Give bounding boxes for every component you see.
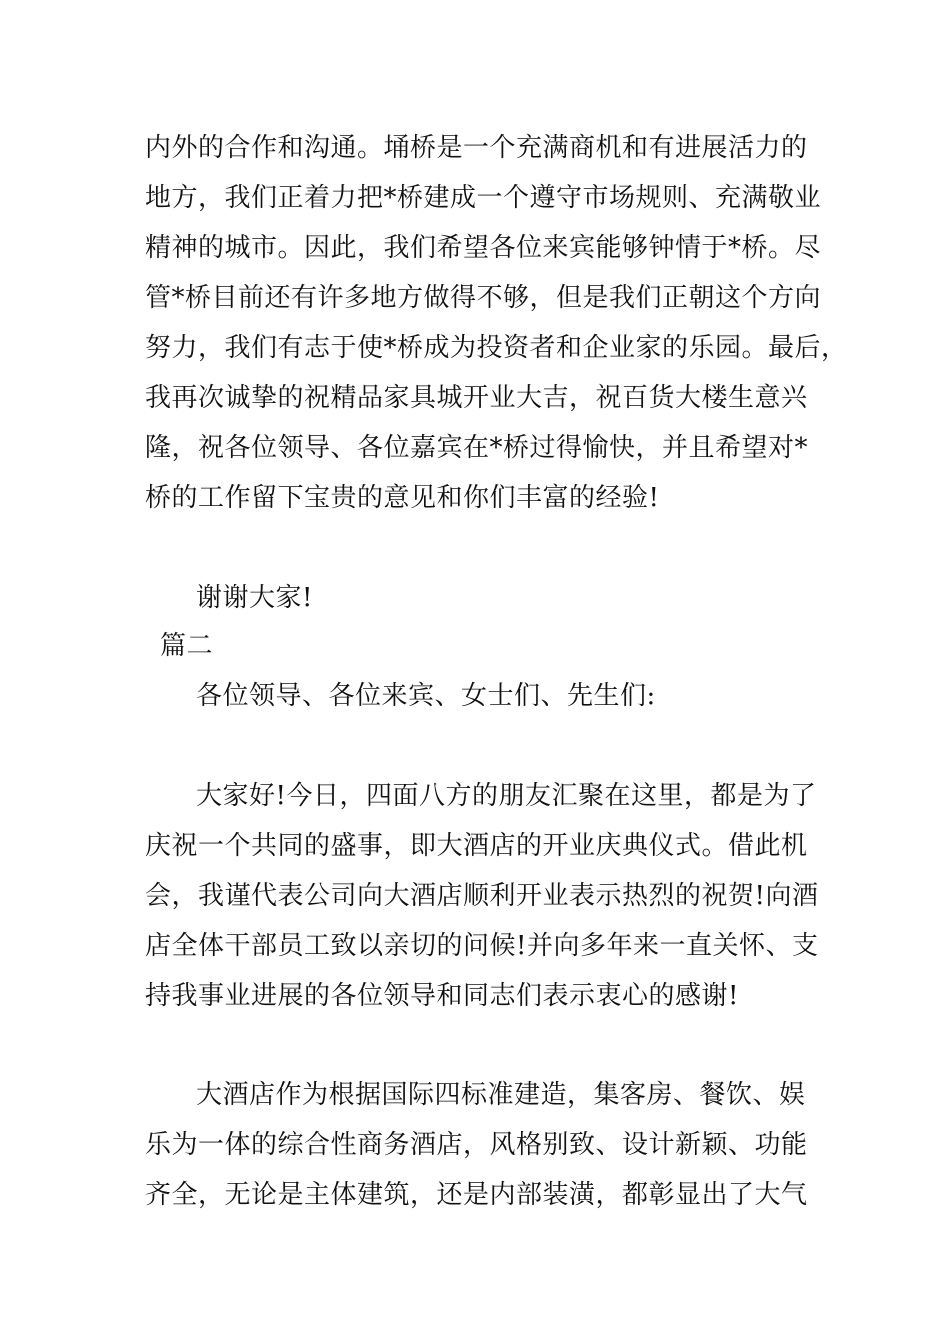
thanks-line: 谢谢大家!: [196, 583, 313, 613]
paragraph-1-line-7: 隆，祝各位领导、各位嘉宾在*桥过得愉快，并且希望对*: [145, 433, 809, 463]
paragraph-3-line-3: 齐全，无论是主体建筑，还是内部装潢，都彰显出了大气: [145, 1180, 808, 1210]
paragraph-2-line-3: 会，我谨代表公司向大酒店顺利开业表示热烈的祝贺!向酒: [145, 881, 819, 911]
paragraph-1-line-1: 内外的合作和沟通。埇桥是一个充满商机和有进展活力的: [145, 133, 808, 163]
paragraph-3-line-2: 乐为一体的综合性商务酒店，风格别致、设计新颖、功能: [145, 1130, 808, 1160]
paragraph-2-line-1: 大家好!今日，四面八方的朋友汇聚在这里，都是为了: [196, 781, 817, 811]
section-heading: 篇二: [160, 631, 214, 661]
paragraph-1-line-6: 我再次诚挚的祝精品家具城开业大吉，祝百货大楼生意兴: [145, 383, 808, 413]
paragraph-1-line-3: 精神的城市。因此，我们希望各位来宾能够钟情于*桥。尽: [145, 233, 822, 263]
paragraph-1-line-8: 桥的工作留下宝贵的意见和你们丰富的经验!: [145, 483, 660, 513]
paragraph-1-line-5: 努力，我们有志于使*桥成为投资者和企业家的乐园。最后，: [145, 333, 848, 363]
paragraph-2-line-4: 店全体干部员工致以亲切的问候!并向多年来一直关怀、支: [145, 931, 819, 961]
paragraph-1-line-2: 地方，我们正着力把*桥建成一个遵守市场规则、充满敬业: [145, 183, 822, 213]
salutation-line: 各位领导、各位来宾、女士们、先生们:: [196, 681, 656, 711]
paragraph-1-line-4: 管*桥目前还有许多地方做得不够，但是我们正朝这个方向: [145, 283, 822, 313]
paragraph-3-line-1: 大酒店作为根据国际四标准建造，集客房、餐饮、娱: [196, 1080, 806, 1110]
paragraph-2-line-2: 庆祝一个共同的盛事，即大酒店的开业庆典仪式。借此机: [145, 831, 808, 861]
paragraph-2-line-5: 持我事业进展的各位领导和同志们表示衷心的感谢!: [145, 981, 739, 1011]
